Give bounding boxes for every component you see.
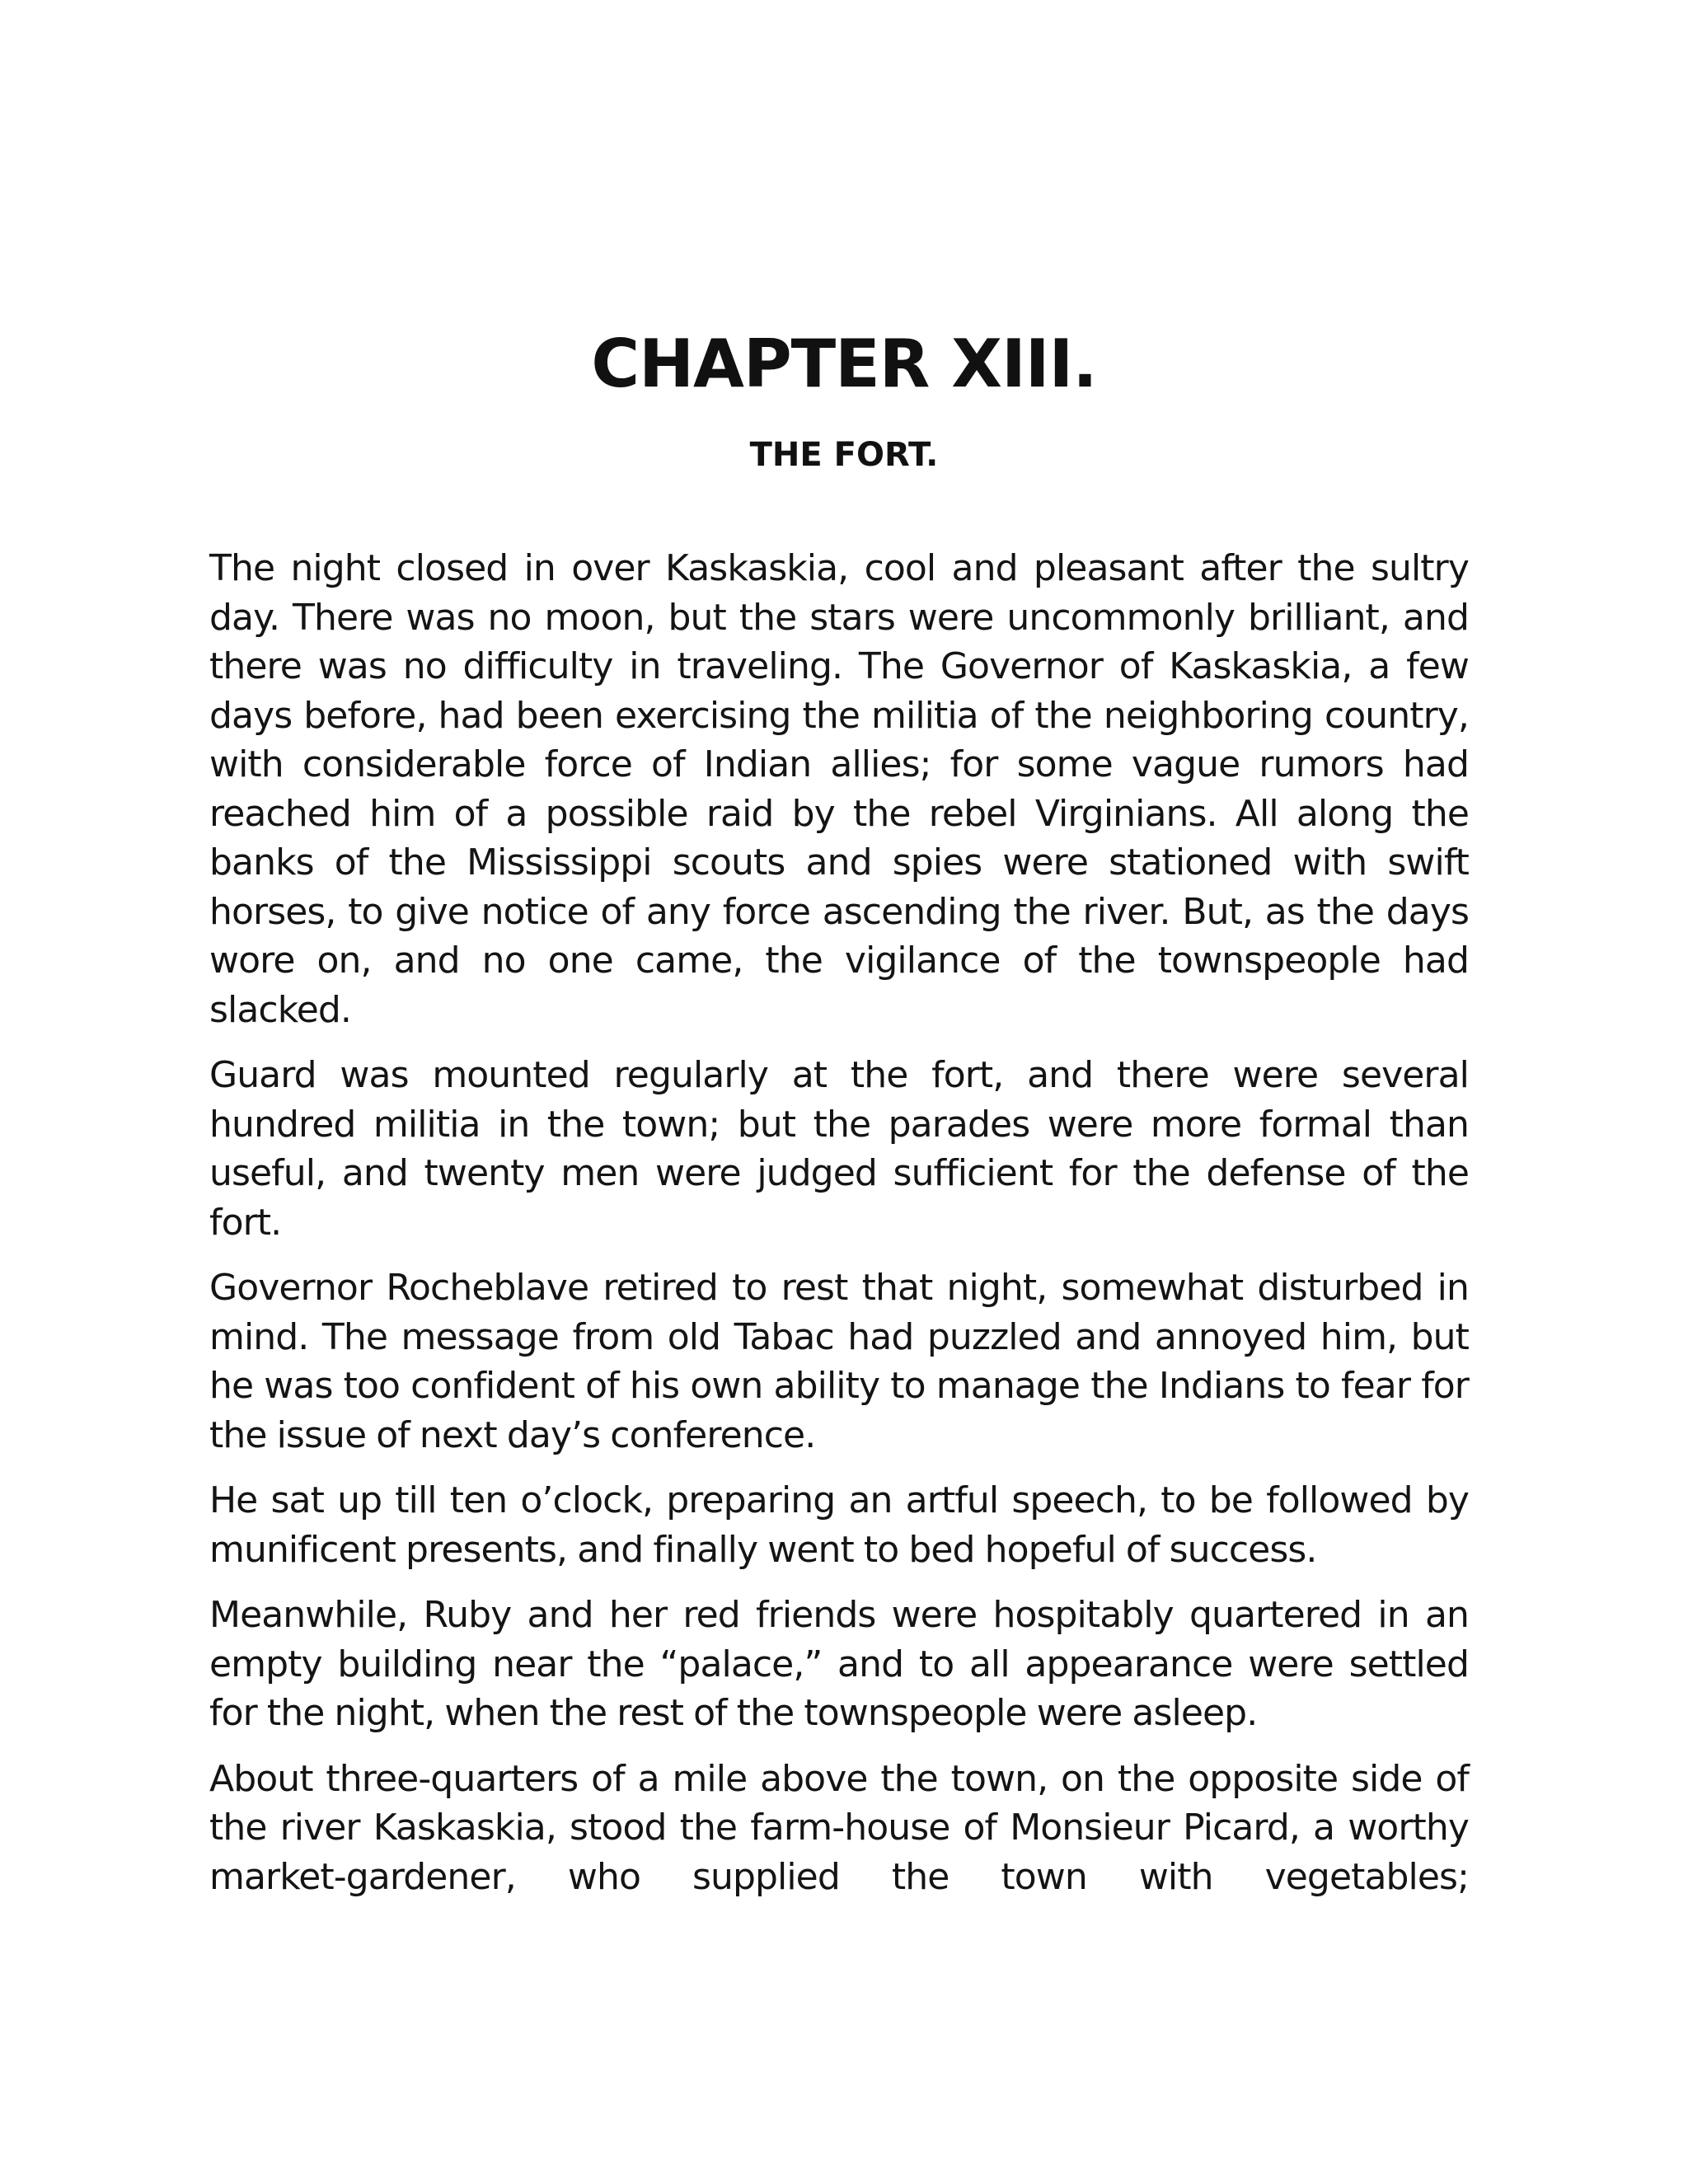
paragraph: Governor Rocheblave retired to rest that night, somewhat disturbed in mind. The message from old Tabac had puzzled and annoyed him, but he was too confident of his own ability to manage the Indians to fear for the issue of next day’s conference. [209,1267,1469,1456]
paragraph: The night closed in over Kaskaskia, cool and pleasant after the sultry day. There was no moon, but the stars were uncommonly brilliant, and there was no difficulty in traveling. The Governor of Kaskaskia, a few days before, had been exercising the militia of the neighboring country, with considerable force of Indian allies; for some vague rumors had reached him of a possible raid by the rebel Virginians. All along the banks of the Mississippi scouts and spies were stationed with swift horses, to give notice of any force ascending the river. But, as the days wore on, and no one came, the vigilance of the townspeople had slacked. [209,547,1469,1031]
chapter-title: CHAPTER XIII. [591,326,1097,402]
paragraph: Guard was mounted regularly at the fort, and there were several hundred militia in the town; but the parades were more formal than useful, and twenty men were judged sufficient for the defense of the fort. [209,1054,1469,1244]
chapter-body [209,544,1469,1918]
chapter-subtitle: THE FORT. [749,436,939,474]
paragraph: About three-quarters of a mile above the town, on the opposite side of the river Kaskaskia, stood the farm-house of Monsieur Picard, a worthy market-gardener, who supplied the town with vegetables; [209,1757,1469,1898]
paragraph: Meanwhile, Ruby and her red friends were hospitably quartered in an empty building near the “palace,” and to all appearance were settled for the night, when the rest of the townspeople were asleep. [209,1594,1469,1734]
paragraph: He sat up till ten o’clock, preparing an artful speech, to be followed by munificent presents, and finally went to bed hopeful of success. [209,1479,1469,1571]
